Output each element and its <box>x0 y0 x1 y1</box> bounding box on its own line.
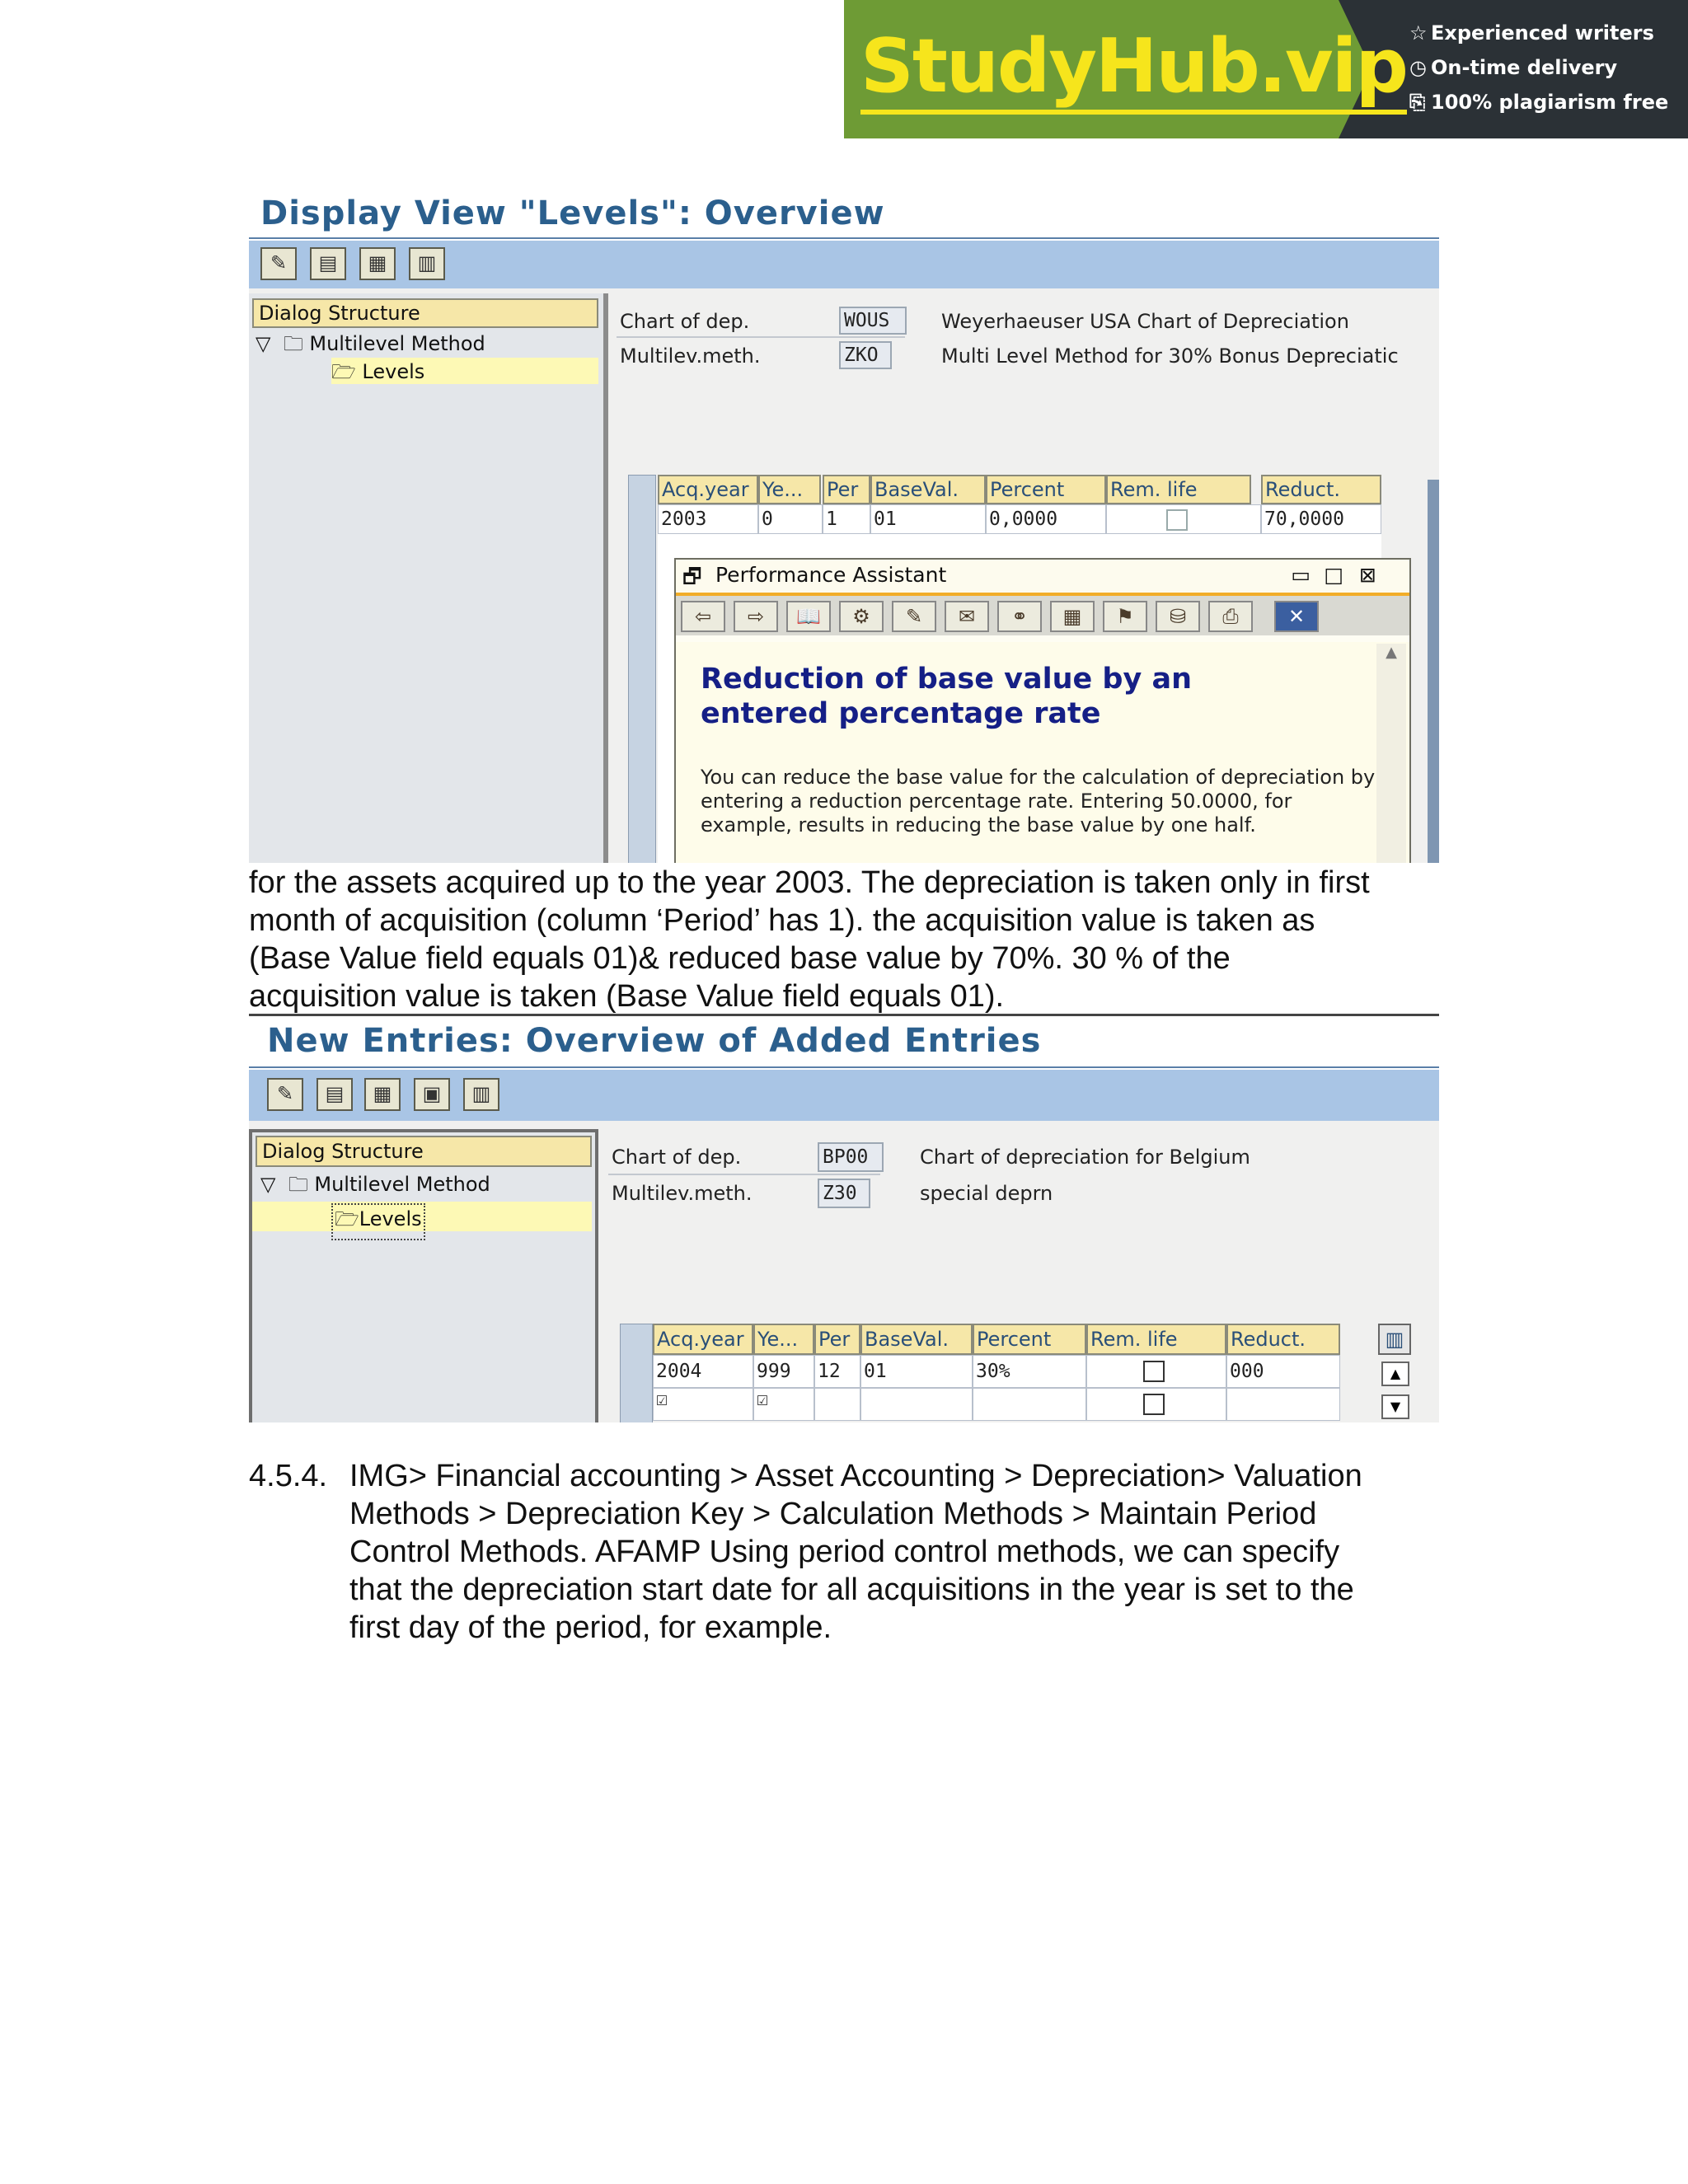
scroll-down-arrow-icon[interactable]: ▼ <box>1381 1394 1409 1419</box>
select-block-icon[interactable]: ▣ <box>414 1078 450 1111</box>
select-block-icon[interactable]: ▦ <box>359 247 396 280</box>
screen1-table-scrollbar[interactable] <box>1428 480 1439 863</box>
delete-row-icon[interactable]: ▤ <box>316 1078 353 1111</box>
section-number: 4.5.4. <box>249 1459 328 1493</box>
open-folder-icon: 🗁 <box>331 360 356 383</box>
multilevel-method-field[interactable]: ZKO <box>839 341 892 369</box>
print-icon[interactable]: ⎙ <box>1208 601 1253 632</box>
cell-ye[interactable]: 999 <box>753 1355 814 1388</box>
multilevel-method-description: special deprn <box>920 1182 1053 1205</box>
screen1-title-rule <box>249 237 1439 239</box>
screen1-toolbar <box>249 241 1439 288</box>
pa-scrollbar[interactable] <box>1376 644 1406 863</box>
cell-percent[interactable]: 30% <box>973 1355 1086 1388</box>
section-line-3: Control Methods. AFAMP Using period control methods, we can specify <box>349 1535 1340 1569</box>
new-row-ye[interactable] <box>753 1388 814 1421</box>
scroll-up-arrow-icon[interactable]: ▲ <box>1386 644 1397 661</box>
multilevel-method-field[interactable]: Z30 <box>818 1179 870 1208</box>
field-separator <box>608 1174 880 1175</box>
new-row-rem-life[interactable] <box>1086 1388 1226 1421</box>
section-line-4: that the depreciation start date for all acquisitions in the year is set to the <box>349 1572 1354 1607</box>
new-row-percent[interactable] <box>973 1388 1086 1421</box>
section-divider <box>249 1014 1439 1016</box>
feature-experienced-writers: ☆ Experienced writers <box>1409 21 1654 45</box>
screen1-dialog-tree <box>249 293 608 863</box>
pa-window-icon: 🗗 <box>682 565 702 588</box>
rem-life-checkbox[interactable] <box>1166 509 1188 531</box>
screen1-sap-window <box>249 241 1439 863</box>
edit-icon[interactable]: ✎ <box>892 601 936 632</box>
collapse-triangle-icon[interactable]: ▽ <box>256 332 271 355</box>
new-row-reduct[interactable] <box>1226 1388 1340 1421</box>
cell-rem-life[interactable] <box>1106 504 1261 534</box>
col-reduct[interactable]: Reduct. <box>1261 475 1381 504</box>
cell-percent[interactable]: 0,0000 <box>986 504 1106 534</box>
cell-acq-year[interactable]: 2004 <box>653 1355 753 1388</box>
col-baseval[interactable]: BaseVal. <box>870 475 986 504</box>
dialog-structure-header: Dialog Structure <box>256 1136 592 1167</box>
paragraph-1 <box>249 864 1444 1015</box>
star-icon: ☆ <box>1409 21 1428 45</box>
folder-icon: 🗀 <box>288 1173 308 1196</box>
cell-ye[interactable]: 0 <box>758 504 823 534</box>
cell-baseval[interactable]: 01 <box>870 504 986 534</box>
col-percent[interactable]: Percent <box>973 1324 1086 1355</box>
minimize-icon[interactable]: ▭ <box>1291 563 1311 587</box>
pa-content <box>676 642 1409 863</box>
chart-of-dep-field[interactable]: BP00 <box>818 1142 884 1172</box>
pa-body-text: You can reduce the base value for the calculation of depreciation by entering a reduction percentage rate. Entering 50.0000, for example, results in reducing the base value by one half. <box>701 766 1376 837</box>
col-ye[interactable]: Ye... <box>753 1324 814 1355</box>
pa-toolbar <box>676 596 1409 635</box>
col-rem-life[interactable]: Rem. life <box>1106 475 1251 504</box>
close-icon[interactable]: ⊠ <box>1359 563 1376 587</box>
copy-icon: ⎘ <box>1409 91 1426 114</box>
flag-icon[interactable]: ⚑ <box>1103 601 1147 632</box>
col-ye[interactable]: Ye... <box>758 475 821 504</box>
studyhub-logo[interactable]: StudyHub.vip <box>860 21 1407 112</box>
col-acq-year[interactable]: Acq.year <box>658 475 758 504</box>
chart-of-dep-description: Weyerhaeuser USA Chart of Depreciation <box>941 310 1349 333</box>
toggle-edit-icon[interactable]: ✎ <box>267 1078 303 1111</box>
technical-info-icon[interactable]: ⚙ <box>839 601 884 632</box>
select-all-icon[interactable]: ▤ <box>310 247 346 280</box>
cell-acq-year[interactable]: 2003 <box>658 504 758 534</box>
paragraph-1-line-1: for the assets acquired up to the year 2003. The depreciation is taken only in first <box>249 865 1370 900</box>
tree-item-levels[interactable]: 🗁 Levels <box>331 358 598 384</box>
cell-per[interactable]: 1 <box>823 504 870 534</box>
maximize-icon[interactable]: □ <box>1324 563 1343 587</box>
table-icon[interactable]: ▦ <box>1050 601 1095 632</box>
cell-reduct[interactable]: 70,0000 <box>1261 504 1381 534</box>
select-all-icon[interactable]: ▦ <box>364 1078 401 1111</box>
multilevel-method-description: Multi Level Method for 30% Bonus Depreciatic <box>941 344 1399 368</box>
stamp-icon[interactable]: ⛁ <box>1156 601 1200 632</box>
link-icon[interactable]: ⚭ <box>997 601 1042 632</box>
paragraph-1-line-2: month of acquisition (column ‘Period’ has 1). the acquisition value is taken as <box>249 903 1315 938</box>
dialog-structure-header: Dialog Structure <box>252 298 598 328</box>
deselect-all-icon[interactable]: ▥ <box>463 1078 499 1111</box>
open-folder-icon: 🗁 <box>335 1207 359 1230</box>
new-row-rem-life-checkbox[interactable] <box>1143 1394 1165 1415</box>
col-rem-life[interactable]: Rem. life <box>1086 1324 1226 1355</box>
screen2-toolbar <box>249 1070 1439 1121</box>
checked-mark-icon: ☑ <box>757 1389 768 1410</box>
screen2-levels-table <box>620 1324 1439 1422</box>
feature-plagiarism-free: ⎘ 100% plagiarism free <box>1409 91 1669 114</box>
deselect-all-icon[interactable]: ▥ <box>409 247 445 280</box>
chart-of-dep-label: Chart of dep. <box>612 1146 742 1169</box>
screen2-title: New Entries: Overview of Added Entries <box>267 1022 1042 1060</box>
field-separator <box>617 336 905 338</box>
new-row-baseval[interactable] <box>860 1388 973 1421</box>
comment-icon[interactable]: ✉ <box>945 601 989 632</box>
pa-heading: Reduction of base value by an entered percentage rate <box>701 663 1193 730</box>
col-per[interactable]: Per <box>814 1324 860 1355</box>
section-line-1: IMG> Financial accounting > Asset Accounting > Depreciation> Valuation <box>349 1459 1362 1493</box>
new-row-per[interactable] <box>814 1388 860 1421</box>
clock-icon: ◷ <box>1409 56 1427 79</box>
cell-rem-life[interactable] <box>1086 1355 1226 1388</box>
screen1-title: Display View "Levels": Overview <box>260 194 885 232</box>
screen2-title-rule <box>249 1066 1439 1068</box>
multilevel-method-label: Multilev.meth. <box>612 1182 753 1205</box>
screen2-sap-window <box>249 1070 1439 1422</box>
col-per[interactable]: Per <box>823 475 870 504</box>
section-line-2: Methods > Depreciation Key > Calculation Methods > Maintain Period <box>349 1497 1317 1531</box>
cell-per[interactable]: 12 <box>814 1355 860 1388</box>
col-baseval[interactable]: BaseVal. <box>860 1324 973 1355</box>
column-settings-icon[interactable]: ▥ <box>1378 1324 1411 1355</box>
scroll-up-arrow-icon[interactable]: ▲ <box>1381 1361 1409 1386</box>
feature-on-time-delivery: ◷ On-time delivery <box>1409 56 1618 79</box>
collapse-triangle-icon[interactable]: ▽ <box>260 1173 276 1196</box>
col-reduct[interactable]: Reduct. <box>1226 1324 1340 1355</box>
screen2-dialog-tree <box>249 1129 598 1422</box>
section-body <box>349 1457 1446 1647</box>
new-row-acq-year[interactable] <box>653 1388 753 1421</box>
toggle-edit-icon[interactable]: ✎ <box>260 247 297 280</box>
chart-of-dep-label: Chart of dep. <box>620 310 750 333</box>
paragraph-1-line-4: acquisition value is taken (Base Value field equals 01). <box>249 979 1005 1014</box>
close-x-icon[interactable]: ✕ <box>1274 601 1319 632</box>
back-arrow-icon[interactable]: ⇦ <box>681 601 725 632</box>
cell-reduct[interactable]: 000 <box>1226 1355 1340 1388</box>
folder-icon: 🗀 <box>283 332 303 355</box>
section-line-5: first day of the period, for example. <box>349 1610 832 1645</box>
paragraph-1-line-3: (Base Value field equals 01)& reduced base value by 70%. 30 % of the <box>249 941 1231 976</box>
row-selector-column[interactable] <box>620 1324 653 1422</box>
book-icon[interactable]: 📖 <box>786 601 831 632</box>
chart-of-dep-field[interactable]: WOUS <box>839 307 907 335</box>
col-acq-year[interactable]: Acq.year <box>653 1324 753 1355</box>
forward-arrow-icon[interactable]: ⇨ <box>734 601 778 632</box>
cell-baseval[interactable]: 01 <box>860 1355 973 1388</box>
tree-item-levels[interactable]: 🗁Levels <box>331 1203 425 1240</box>
studyhub-banner[interactable] <box>844 0 1688 138</box>
pa-title-bar: Performance Assistant 🗗 ▭ □ ⊠ <box>676 560 1409 596</box>
row-selector-column[interactable] <box>628 475 656 863</box>
chart-of-dep-description: Chart of depreciation for Belgium <box>920 1146 1250 1169</box>
tree-item-multilevel-method[interactable]: ▽ 🗀 Multilevel Method <box>260 1173 490 1196</box>
multilevel-method-label: Multilev.meth. <box>620 344 761 368</box>
performance-assistant-window[interactable] <box>674 558 1411 863</box>
rem-life-checkbox[interactable] <box>1143 1361 1165 1382</box>
checked-mark-icon: ☑ <box>656 1389 668 1410</box>
col-percent[interactable]: Percent <box>986 475 1106 504</box>
tree-item-multilevel-method[interactable]: ▽ 🗀 Multilevel Method <box>256 332 485 355</box>
